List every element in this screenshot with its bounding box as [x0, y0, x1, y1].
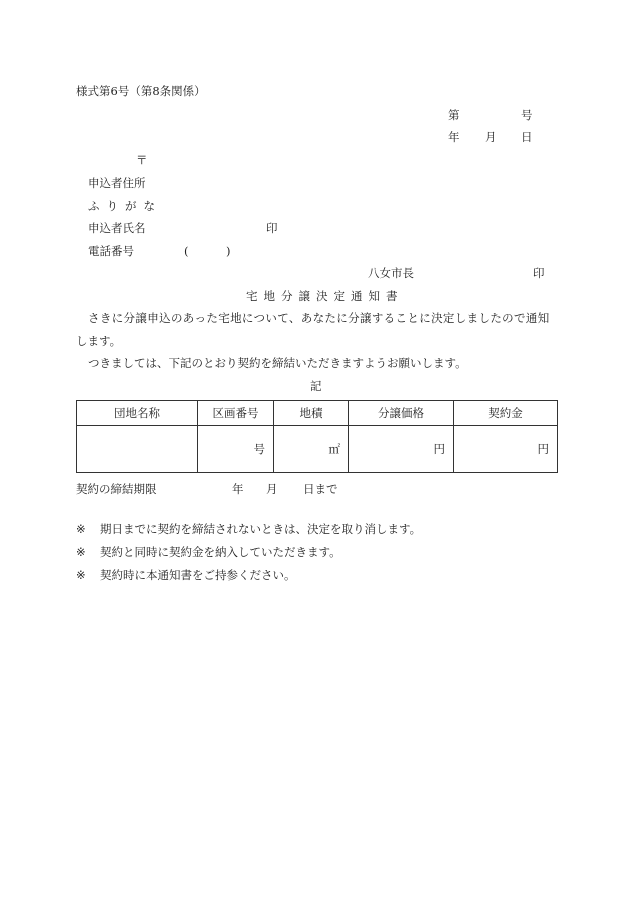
- form-id: 様式第6号（第8条関係）: [76, 84, 206, 98]
- address-label: 申込者住所: [88, 176, 146, 190]
- header-deposit: 契約金: [454, 401, 558, 426]
- applicant-seal: 印: [266, 221, 278, 235]
- header-price: 分譲価格: [349, 401, 454, 426]
- cell-area: ㎡: [274, 426, 349, 473]
- document-title: 宅地分譲決定通知書: [246, 289, 404, 303]
- furigana-label: ふりがな: [88, 199, 162, 213]
- cell-deposit: 円: [454, 426, 558, 473]
- deadline-year: 年: [232, 482, 244, 496]
- header-area: 地積: [274, 401, 349, 426]
- date-year: 年: [448, 130, 460, 144]
- deadline-month: 月: [266, 482, 278, 496]
- body-line-2: します。: [76, 334, 122, 348]
- deadline-label: 契約の締結期限: [76, 482, 157, 496]
- postal-mark: 〒: [136, 153, 148, 167]
- header-lot-number: 区画番号: [198, 401, 274, 426]
- cell-lot-number: 号: [198, 426, 274, 473]
- deadline-day: 日まで: [303, 482, 338, 496]
- note-mark: ※: [76, 522, 86, 536]
- phone-label: 電話番号: [88, 244, 134, 258]
- note-text: 契約時に本通知書をご持参ください。: [100, 568, 296, 582]
- body-line-1: さきに分譲申込のあった宅地について、あなたに分譲することに決定しましたので通知: [88, 311, 550, 325]
- ki-mark: 記: [310, 379, 322, 393]
- header-estate-name: 団地名称: [77, 401, 198, 426]
- note-text: 契約と同時に契約金を納入していただきます。: [100, 545, 341, 559]
- table-row: [77, 426, 558, 473]
- note-text: 期日までに契約を締結されないときは、決定を取り消します。: [100, 522, 422, 536]
- issuer-name: 八女市長: [368, 266, 414, 280]
- details-table: [76, 400, 558, 473]
- note-mark: ※: [76, 568, 86, 582]
- cell-price: 円: [349, 426, 454, 473]
- phone-paren-open: (: [184, 244, 189, 258]
- date-month: 月: [485, 130, 497, 144]
- table-header-row: [77, 401, 558, 426]
- phone-paren-close: ): [226, 244, 231, 258]
- body-line-3: つきましては、下記のとおり契約を締結いただきますようお願いします。: [88, 356, 467, 370]
- date-day: 日: [521, 130, 533, 144]
- name-label: 申込者氏名: [88, 221, 146, 235]
- cell-estate-name: [77, 426, 198, 473]
- note-mark: ※: [76, 545, 86, 559]
- doc-number-prefix: 第: [448, 108, 460, 122]
- doc-number-suffix: 号: [521, 108, 533, 122]
- issuer-seal: 印: [533, 266, 545, 280]
